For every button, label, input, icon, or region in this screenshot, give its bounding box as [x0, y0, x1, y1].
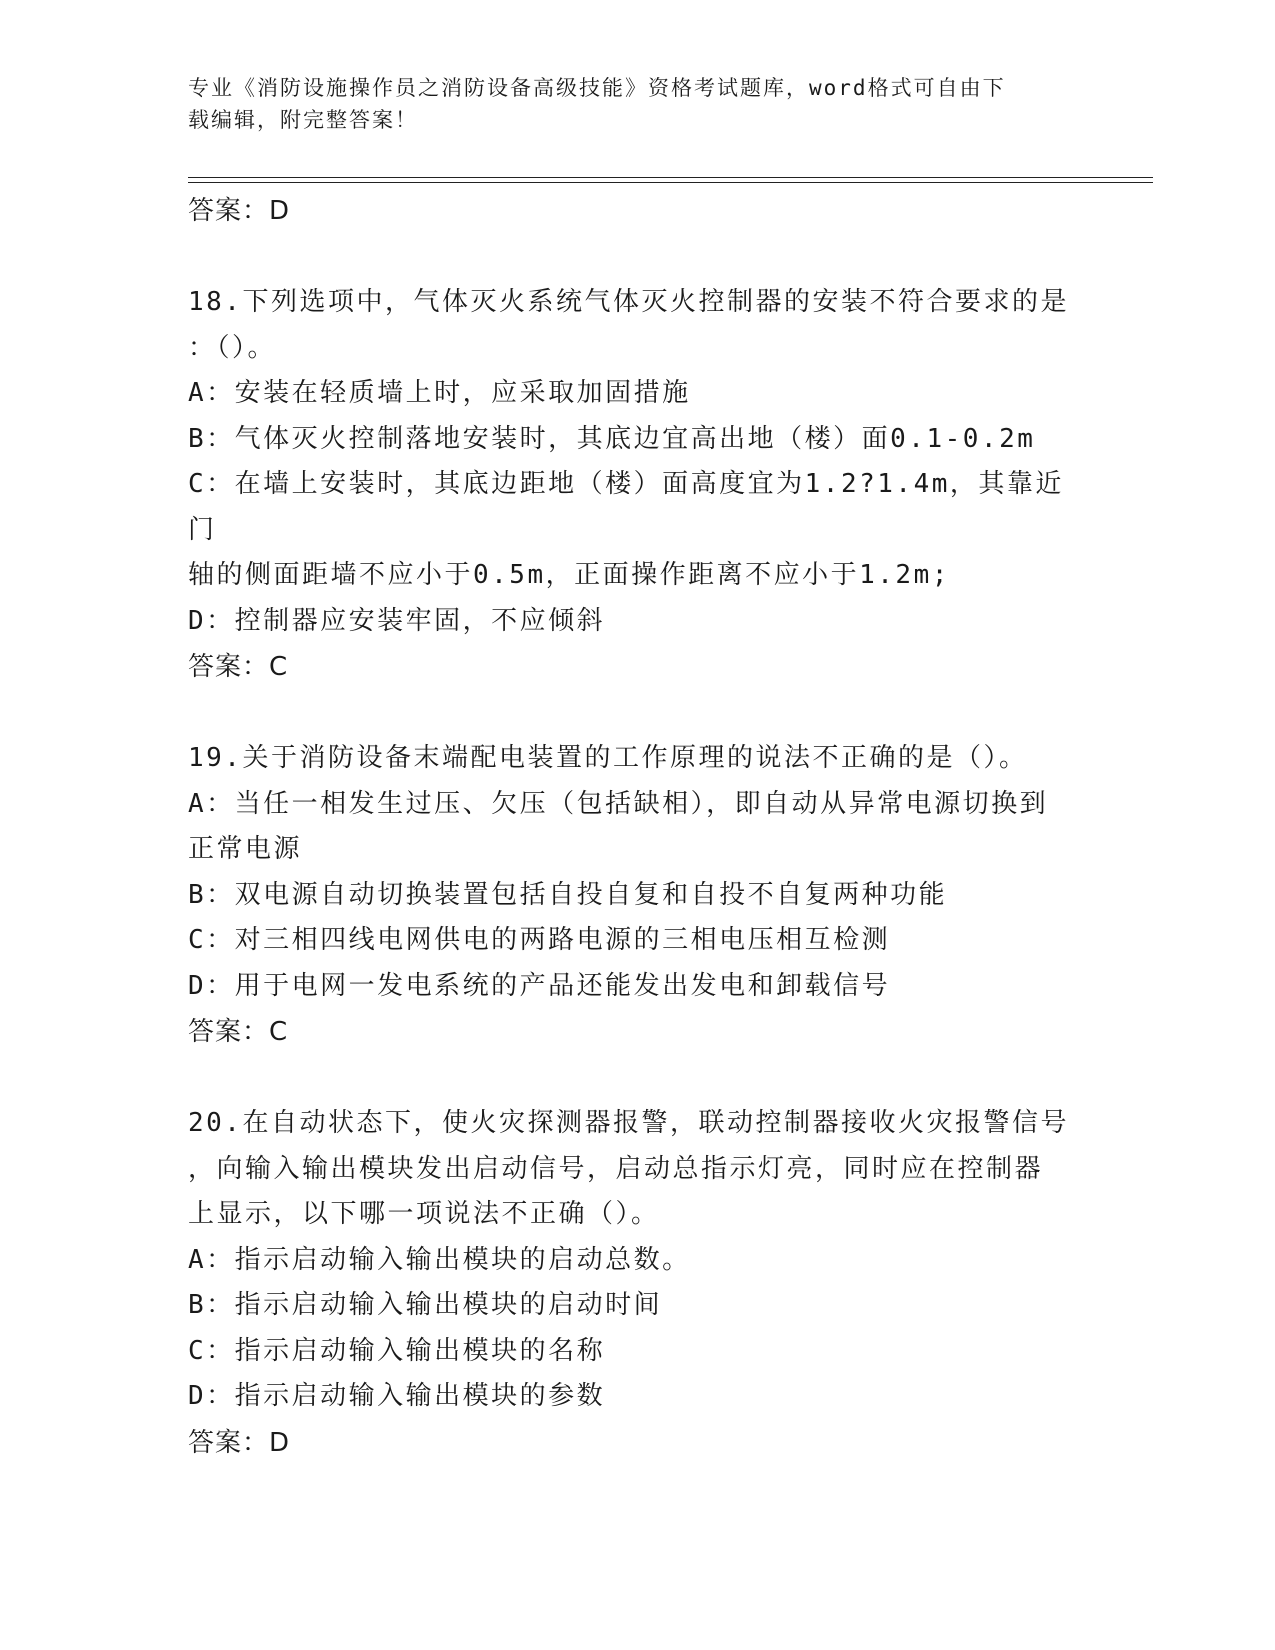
document-body [188, 188, 1088, 1466]
answer-line: 答案：D [188, 196, 291, 226]
question-text: 19.关于消防设备末端配电装置的工作原理的说法不正确的是（）。 [188, 743, 1028, 773]
option-c: C：在墙上安装时，其底边距地（楼）面高度宜为1.2?1.4m，其靠近门 [188, 469, 1064, 545]
option-a: A：指示启动输入输出模块的启动总数。 [188, 1244, 691, 1275]
answer-line: 答案：D [188, 1427, 291, 1458]
option-d: D：用于电网一发电系统的产品还能发出发电和卸载信号 [188, 970, 891, 1001]
header-divider [188, 177, 1153, 178]
option-c-continuation: 轴的侧面距墙不应小于0.5m，正面操作距离不应小于1.2m; [188, 560, 950, 590]
option-c: C：对三相四线电网供电的两路电源的三相电压相互检测 [188, 925, 891, 955]
header-line: 专业《消防设施操作员之消防设备高级技能》资格考试题库，word格式可自由下 [188, 76, 1006, 100]
header-line: 载编辑，附完整答案！ [188, 108, 418, 132]
document-header [188, 72, 1068, 136]
option-c: C：指示启动输入输出模块的名称 [188, 1335, 606, 1366]
question-block [188, 1101, 1088, 1466]
answer-line: 答案：C [188, 1017, 289, 1047]
option-d: D：控制器应安装牢固，不应倾斜 [188, 605, 606, 636]
option-a: A：当任一相发生过压、欠压（包括缺相），即自动从异常电源切换到 [188, 788, 1049, 819]
header-divider [188, 182, 1153, 183]
question-text: 18.下列选项中，气体灭火系统气体灭火控制器的安装不符合要求的是 [188, 287, 1069, 317]
answer-line: 答案：C [188, 652, 289, 682]
question-text: ：（）。 [188, 332, 277, 363]
question-text: ，向输入输出模块发出启动信号，启动总指示灯亮，同时应在控制器 [188, 1153, 1044, 1184]
option-a-continuation: 正常电源 [188, 834, 303, 864]
option-b: B：指示启动输入输出模块的启动时间 [188, 1290, 663, 1320]
option-d: D：指示启动输入输出模块的参数 [188, 1381, 606, 1411]
question-text: 20.在自动状态下，使火灾探测器报警，联动控制器接收火灾报警信号 [188, 1108, 1069, 1138]
question-block [188, 280, 1088, 690]
option-b: B：气体灭火控制落地安装时，其底边宜高出地（楼）面0.1-0.2m [188, 423, 1036, 454]
question-block [188, 736, 1088, 1055]
option-b: B：双电源自动切换装置包括自投自复和自投不自复两种功能 [188, 879, 948, 910]
question-text: 上显示，以下哪一项说法不正确（）。 [188, 1199, 660, 1229]
option-a: A：安装在轻质墙上时，应采取加固措施 [188, 378, 691, 408]
